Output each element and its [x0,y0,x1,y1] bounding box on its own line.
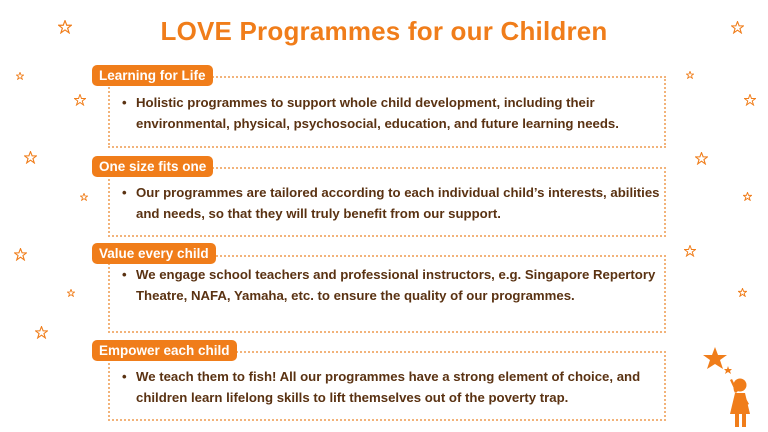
section-text: Holistic programmes to support whole child development, including their environmental, physical, psychosocial, education, and future learning needs. [136,95,619,131]
star-outline-icon [695,152,708,165]
section-heading-empower-each-child: Empower each child [92,340,237,361]
star-outline-icon [684,245,696,257]
star-outline-icon [58,20,72,34]
section-text-learning-for-life [122,92,662,134]
bullet: • [122,267,127,282]
bullet: • [122,95,127,110]
section-text: Our programmes are tailored according to each individual child’s interests, abilities and needs, so that they will truly benefit from our support. [136,185,660,221]
star-outline-icon [74,94,86,106]
star-outline-icon [731,21,744,34]
section-heading-one-size-fits-one: One size fits one [92,156,213,177]
star-outline-icon [16,72,24,80]
star-outline-icon [738,288,747,297]
star-outline-icon [35,326,48,339]
section-text: We engage school teachers and professional instructors, e.g. Singapore Repertory Theatre, NAFA, Yamaha, etc. to ensure the quality of our programmes. [136,267,656,303]
girl-reaching-star-icon [702,346,760,430]
star-outline-icon [80,193,88,201]
section-text-one-size-fits-one [122,182,662,224]
star-outline-icon [14,248,27,261]
section-heading-value-every-child: Value every child [92,243,216,264]
section-text-empower-each-child [122,366,662,408]
star-outline-icon [743,192,752,201]
star-outline-icon [24,151,37,164]
bullet: • [122,369,127,384]
bullet: • [122,185,127,200]
section-heading-learning-for-life: Learning for Life [92,65,213,86]
section-text: We teach them to fish! All our programmes have a strong element of choice, and children learn lifelong skills to lift themselves out of the poverty trap. [136,369,641,405]
section-text-value-every-child [122,264,662,306]
star-outline-icon [686,71,694,79]
star-outline-icon [744,94,756,106]
page-title: LOVE Programmes for our Children [160,16,608,46]
star-outline-icon [67,289,75,297]
